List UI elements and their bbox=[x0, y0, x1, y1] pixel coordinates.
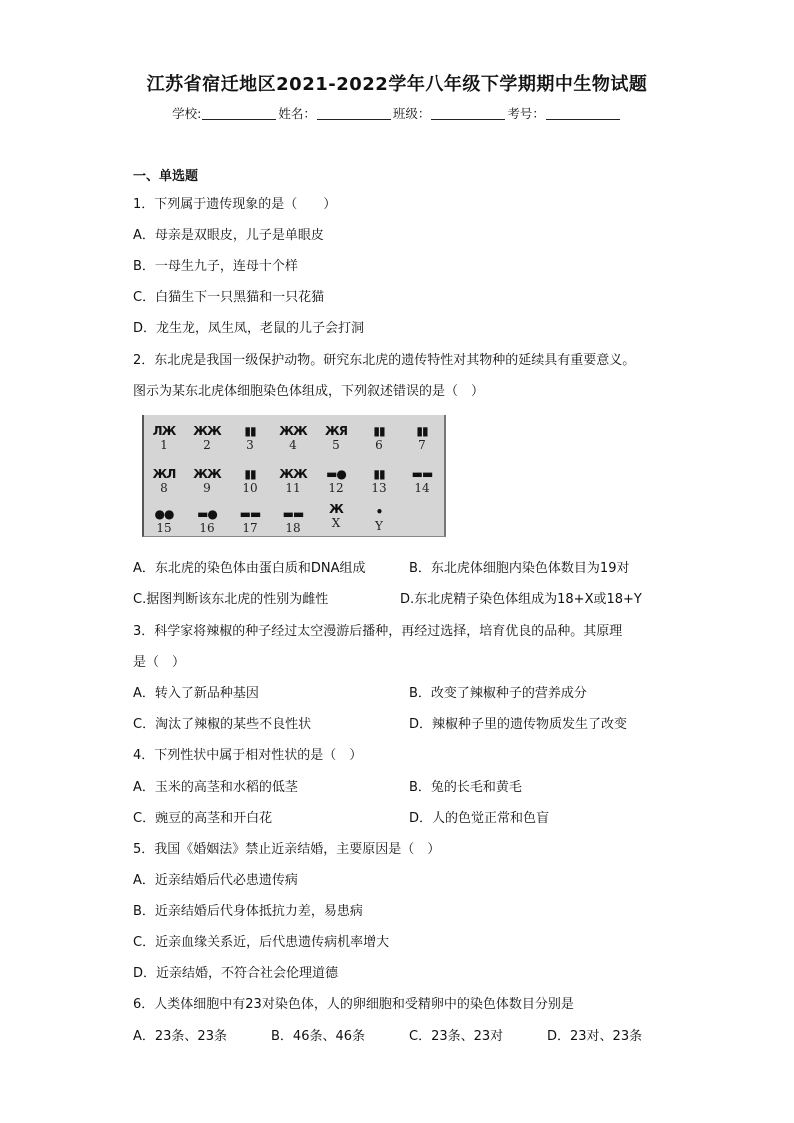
q2-stem-line2: 图示为某东北虎体细胞染色体组成，下列叙述错误的是（ ） bbox=[133, 384, 485, 399]
q5-option-d[interactable]: D．近亲结婚，不符合社会伦理道德 bbox=[133, 966, 339, 981]
q5-option-b[interactable]: B．近亲结婚后代身体抵抗力差，易患病 bbox=[133, 904, 363, 919]
q3-option-b[interactable]: B．改变了辣椒种子的营养成分 bbox=[409, 686, 587, 701]
school-blank[interactable] bbox=[202, 107, 276, 120]
chromosome-13: ▮▮ 13 bbox=[371, 467, 387, 495]
q6-option-d[interactable]: D．23对、23条 bbox=[547, 1029, 643, 1044]
chromosome-9: ЖЖ 9 bbox=[193, 467, 221, 495]
q3-option-d[interactable]: D．辣椒种子里的遗传物质发生了改变 bbox=[409, 717, 628, 732]
q5-option-c[interactable]: C．近亲血缘关系近，后代患遗传病机率增大 bbox=[133, 935, 390, 950]
chromosome-12: ▬● 12 bbox=[326, 467, 346, 495]
chromosome-8: ЖЛ 8 bbox=[152, 467, 176, 495]
q6-option-c[interactable]: C．23条、23对 bbox=[409, 1029, 504, 1044]
school-label: 学校: bbox=[172, 106, 202, 121]
chromosome-14: ▬▬ 14 bbox=[411, 467, 433, 495]
chromosome-17: ▬▬ 17 bbox=[239, 507, 261, 535]
q3-option-c[interactable]: C．淘汰了辣椒的某些不良性状 bbox=[133, 717, 312, 732]
chromosome-18: ▬▬ 18 bbox=[282, 507, 304, 535]
exam-no-label: 考号： bbox=[507, 106, 545, 121]
chromosome-11: ЖЖ 11 bbox=[279, 467, 307, 495]
q6-option-a[interactable]: A．23条、23条 bbox=[133, 1029, 227, 1044]
q2-option-a[interactable]: A．东北虎的染色体由蛋白质和DNA组成 bbox=[133, 561, 366, 576]
karyotype-figure bbox=[142, 415, 446, 537]
class-blank[interactable] bbox=[431, 107, 505, 120]
chromosome-7: ▮▮ 7 bbox=[416, 424, 428, 452]
chromosome-2: ЖЖ 2 bbox=[193, 424, 221, 452]
q4-option-d[interactable]: D．人的色觉正常和色盲 bbox=[409, 811, 550, 826]
q6-option-b[interactable]: B．46条、46条 bbox=[271, 1029, 366, 1044]
section-title: 一、单选题 bbox=[133, 169, 199, 184]
q1-option-c[interactable]: C．白猫生下一只黑猫和一只花猫 bbox=[133, 290, 325, 305]
chromosome-15: ●● 15 bbox=[154, 507, 174, 535]
q3-stem-line1: 3．科学家将辣椒的种子经过太空漫游后播种，再经过选择，培育优良的品种。其原理 bbox=[133, 624, 623, 639]
q4-option-a[interactable]: A．玉米的高茎和水稻的低茎 bbox=[133, 780, 298, 795]
class-label: 班级： bbox=[392, 106, 431, 121]
q4-option-c[interactable]: C．豌豆的高茎和开白花 bbox=[133, 811, 273, 826]
page-title: 江苏省宿迁地区2021-2022学年八年级下学期期中生物试题 bbox=[146, 74, 648, 95]
q1-stem: 1．下列属于遗传现象的是（ ） bbox=[133, 197, 337, 212]
chromosome-16: ▬● 16 bbox=[197, 507, 217, 535]
q4-option-b[interactable]: B．兔的长毛和黄毛 bbox=[409, 780, 522, 795]
q2-option-d[interactable]: D.东北虎精子染色体组成为18+X或18+Y bbox=[400, 592, 642, 607]
q1-option-b[interactable]: B．一母生九子，连母十个样 bbox=[133, 259, 298, 274]
q2-option-c[interactable]: C.据图判断该东北虎的性别为雌性 bbox=[133, 592, 329, 607]
q6-stem: 6．人类体细胞中有23对染色体，人的卵细胞和受精卵中的染色体数目分别是 bbox=[133, 997, 574, 1012]
chromosome-5: ЖЯ 5 bbox=[325, 424, 347, 452]
q5-option-a[interactable]: A．近亲结婚后代必患遗传病 bbox=[133, 873, 298, 888]
chromosome-10: ▮▮ 10 bbox=[242, 467, 258, 495]
q3-stem-line2: 是（ ） bbox=[133, 655, 186, 670]
q2-stem-line1: 2．东北虎是我国一级保护动物。研究东北虎的遗传特性对其物种的延续具有重要意义。 bbox=[133, 353, 636, 368]
chromosome-x: Ж X bbox=[329, 502, 343, 530]
q4-stem: 4．下列性状中属于相对性状的是（ ） bbox=[133, 748, 363, 763]
q1-option-a[interactable]: A．母亲是双眼皮，儿子是单眼皮 bbox=[133, 228, 324, 243]
chromosome-3: ▮▮ 3 bbox=[244, 424, 256, 452]
q3-option-a[interactable]: A．转入了新品种基因 bbox=[133, 686, 259, 701]
q1-option-d[interactable]: D．龙生龙，凤生凤，老鼠的儿子会打洞 bbox=[133, 321, 365, 336]
student-info-line bbox=[0, 104, 794, 122]
chromosome-4: ЖЖ 4 bbox=[279, 424, 307, 452]
q5-stem: 5．我国《婚姻法》禁止近亲结婚，主要原因是（ ） bbox=[133, 842, 441, 857]
exam-no-blank[interactable] bbox=[546, 107, 620, 120]
q2-option-b[interactable]: B．东北虎体细胞内染色体数目为19对 bbox=[409, 561, 630, 576]
name-blank[interactable] bbox=[317, 107, 391, 120]
name-label: 姓名： bbox=[278, 106, 316, 121]
chromosome-6: ▮▮ 6 bbox=[373, 424, 385, 452]
chromosome-y: • Y bbox=[375, 505, 383, 533]
chromosome-1: ЛЖ 1 bbox=[152, 424, 176, 452]
